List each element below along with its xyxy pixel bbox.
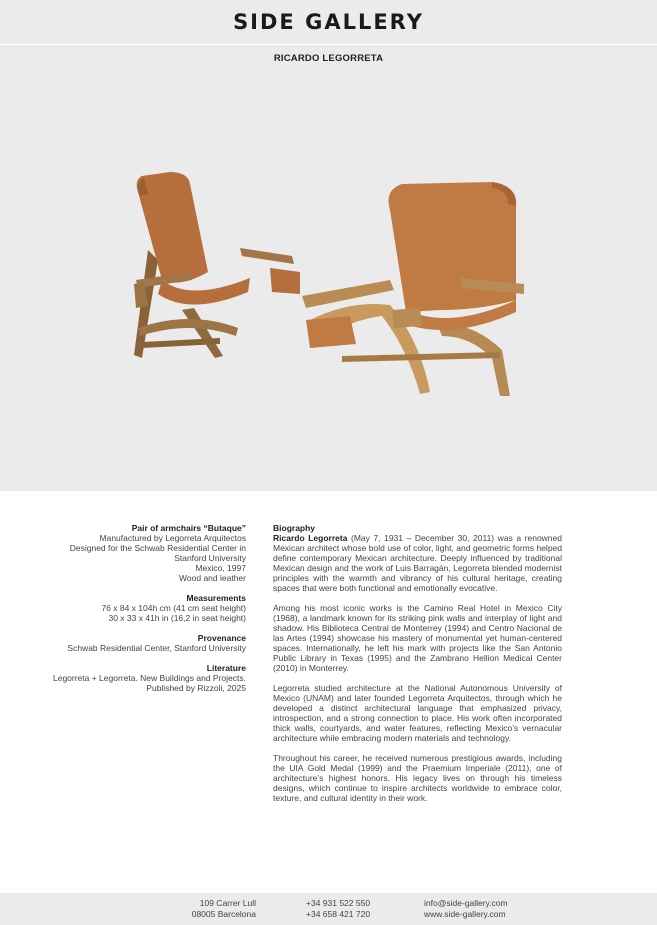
left-armchair xyxy=(134,172,300,358)
gallery-logo: SIDE GALLERY xyxy=(233,10,424,34)
footer-phones xyxy=(306,898,370,920)
header-divider xyxy=(0,44,657,45)
provenance-heading: Provenance xyxy=(197,633,246,643)
phone-link[interactable]: +34 658 421 720 xyxy=(306,909,371,919)
biography-text: (May 7, 1931 – December 30, 2011) was a renowned Mexican architect whose bold use of color, light, and geometric forms helped define contemporary Mexican architecture. Deeply influenced by traditional Mexican design and the work of Luis Barragán, Legorreta blended modernist principles with the warmth and vibrancy of his cultural heritage, creating spaces that were both functional and emotionally evocative. xyxy=(273,533,562,593)
biography-paragraph xyxy=(273,533,562,593)
literature-line: Published by Rizzoli, 2025 xyxy=(146,683,246,693)
footer-contact xyxy=(424,898,508,920)
email-link[interactable]: info@side-gallery.com xyxy=(424,898,508,908)
biography-paragraph: Throughout his career, he received numerous prestigious awards, including the UIA Gold Medal (1999) and the Praemium Imperiale (2011), one of architecture’s highest honors. His legacy lives on through his timeless designs, which continue to inspire architects worldwide to embrace color, texture, and cultural identity in their work. xyxy=(273,753,562,803)
provenance-text: Schwab Residential Center, Stanford University xyxy=(67,643,246,653)
biography-paragraph: Among his most iconic works is the Camino Real Hotel in Mexico City (1968), a landmark known for its striking pink walls and interplay of light and shadow. His Biblioteca Central de Monterrey (1994) and Centro Nacional de las Artes (1994) showcase his mastery of monumental yet human-centered spaces. Internationally, he left his mark with projects like the San Antonio Public Library in Texas (1995) and the Zambrano Hellion Medical Center (2010) in Monterrey. xyxy=(273,603,562,673)
measurements-heading: Measurements xyxy=(186,593,246,603)
address-line: 109 Carrer Lull xyxy=(199,898,256,908)
description-line: Designed for the Schwab Residential Center in xyxy=(69,543,246,553)
artwork-title: Pair of armchairs “Butaque” xyxy=(131,523,246,533)
description-line: Manufactured by Legorreta Arquitectos xyxy=(99,533,246,543)
measurement-line: 76 x 84 x 104h cm (41 cm seat height) xyxy=(101,603,246,613)
description-line: Mexico, 1997 xyxy=(195,563,246,573)
biography-paragraph: Legorreta studied architecture at the National Autonomous University of Mexico (UNAM) and later founded Legorreta Arquitectos, through which he developed a distinct architectural language that emphasized privacy, introspection, and a strong connection to place. His work often incorporated thick walls, courtyards, and water features, reflecting Mexico’s vernacular architecture while embracing modern materials and technology. xyxy=(273,683,562,743)
biography-name: Ricardo Legorreta xyxy=(273,533,348,543)
artwork-details xyxy=(20,523,246,693)
address-line: 08005 Barcelona xyxy=(191,909,256,919)
biography-section xyxy=(273,523,562,813)
description-line: Stanford University xyxy=(174,553,246,563)
right-armchair xyxy=(302,182,524,396)
armchairs-photo xyxy=(120,160,540,410)
footer xyxy=(0,893,657,925)
website-link[interactable]: www.side-gallery.com xyxy=(424,909,506,919)
artist-name: RICARDO LEGORRETA xyxy=(273,53,384,64)
literature-heading: Literature xyxy=(206,663,246,673)
literature-line: Legorreta + Legorreta. New Buildings and Projects. xyxy=(52,673,246,683)
description-line: Wood and leather xyxy=(179,573,246,583)
footer-address xyxy=(150,898,256,920)
biography-heading: Biography xyxy=(273,523,316,533)
phone-link[interactable]: +34 931 522 550 xyxy=(306,898,371,908)
measurement-line: 30 x 33 x 41h in (16,2 in seat height) xyxy=(108,613,246,623)
